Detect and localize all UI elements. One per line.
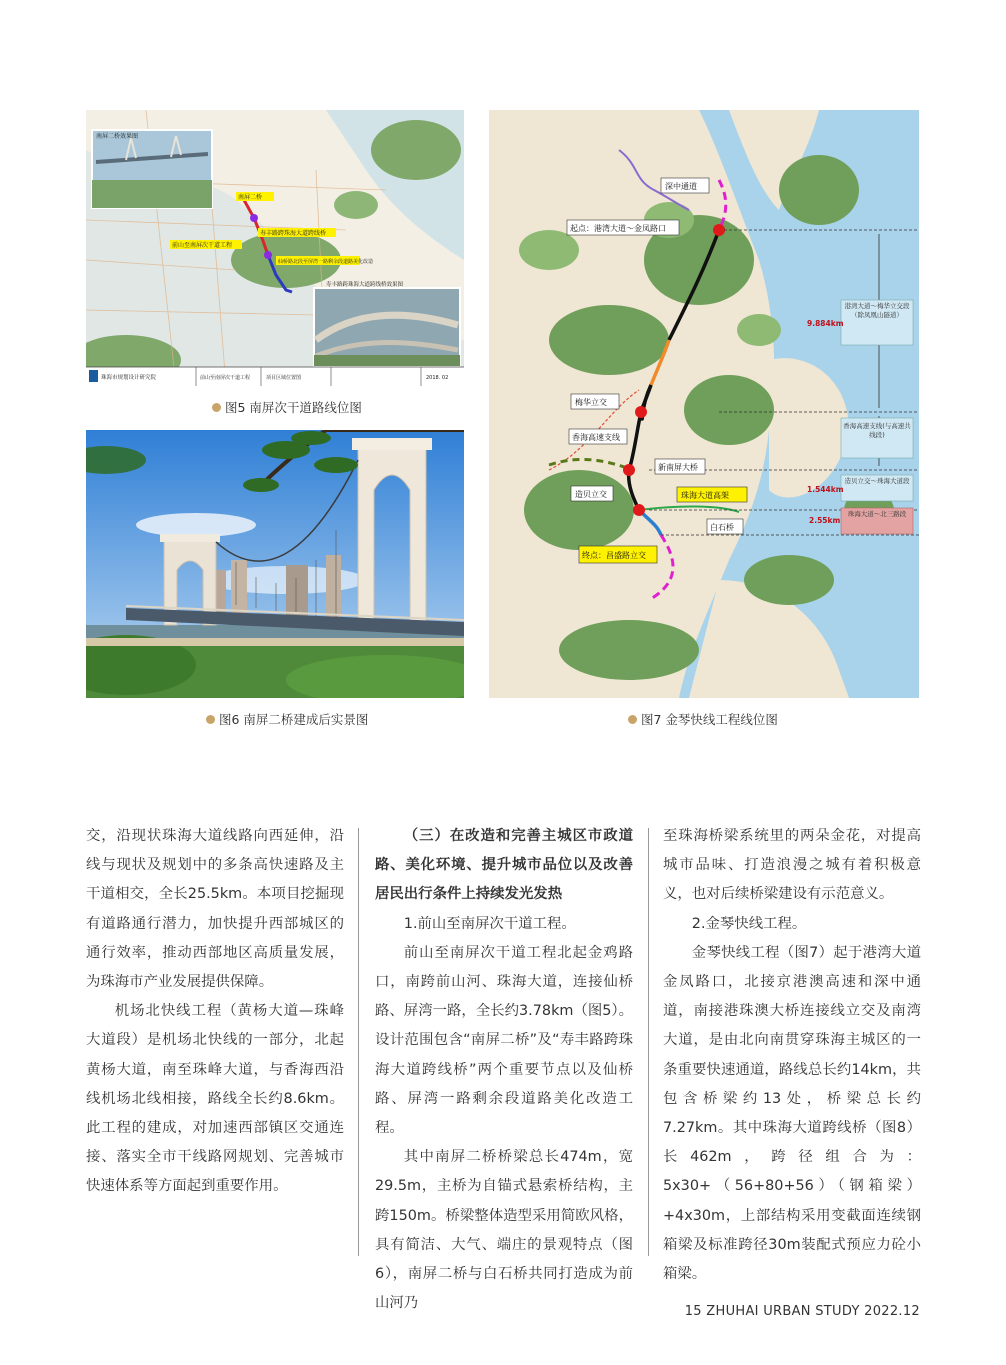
figure-5-caption	[212, 398, 362, 416]
fig5-label-c: 前山至南屏次干道工程	[172, 242, 233, 249]
figure-5-map	[86, 110, 464, 386]
col2-paragraph-1: 前山至南屏次干道工程北起金鸡路口，南跨前山河、珠海大道，连接仙桥路、屏湾一路，全长约3.78km（图5）。设计范围包含“南屏二桥”及“寿丰路跨珠海大道跨线桥”两个重要节点以及仙桥路、屏湾一路剩余段道路美化改造工程。	[375, 944, 633, 1137]
fig7-label-xinnanping: 新南屏大桥	[658, 463, 698, 472]
caption-bullet-icon	[212, 403, 221, 412]
fig5-inset-title: 南屏二桥效果图	[96, 133, 139, 140]
figure-6-caption	[206, 710, 368, 728]
fig5-inset2-title: 寿丰路跨珠海大道跨线桥效果图	[326, 282, 404, 288]
figure-6-photo	[86, 430, 464, 698]
fig7-seg1-desc: 港湾大道～梅华立交段（除凤凰山隧道）	[844, 302, 910, 319]
fig7-seg3-desc: 造贝立交～珠海大道段	[844, 477, 910, 485]
col2-subheading: 1.前山至南屏次干道工程。	[403, 915, 576, 932]
figure-7-caption	[628, 710, 778, 728]
fig7-seg2-desc: 香海高速支线(与高速共线段)	[843, 422, 911, 439]
fig5-footer-date: 2018. 02	[426, 375, 449, 381]
fig7-label-zhuhai-gaojia: 珠海大道高架	[681, 491, 729, 500]
fig7-label-meihua: 梅华立交	[575, 398, 607, 407]
fig7-seg1-length: 9.884km	[807, 319, 844, 328]
figure-7-caption-text: 图7 金琴快线工程线位图	[641, 712, 778, 727]
text-column-1	[86, 822, 344, 1202]
column-divider-1	[358, 828, 359, 1256]
bridge-photo	[86, 430, 464, 698]
fig7-seg3-length: 1.544km	[807, 485, 844, 494]
fig5-footer-project: 前山至南屏次干道工程	[200, 375, 251, 381]
col1-paragraph-2: 机场北快线工程（黄杨大道—珠峰大道段）是机场北快线的一部分，北起黄杨大道，南至珠峰大道，与香海西沿线机场北线相接，路线全长约8.6km。此工程的建成，对加速西部镇区交通连接、落实全市干线路网规划、完善城市快速体系等方面起到重要作用。	[86, 1003, 344, 1195]
col2-paragraph-2: 其中南屏二桥桥梁总长474m，宽29.5m，主桥为自锚式悬索桥结构，主跨150m。桥梁整体造型采用简欧风格，具有简洁、大气、端庄的景观特点（图6），南屏二桥与白石桥共同打造成为前山河乃	[375, 1149, 633, 1312]
figure-5-caption-text: 图5 南屏次干道路线位图	[225, 400, 362, 415]
fig7-label-shenzhong: 深中通道	[665, 182, 697, 191]
column-divider-2	[648, 828, 649, 1256]
fig5-footer-drawing: 项目区域位置图	[266, 375, 302, 381]
route-map-fig7	[489, 110, 919, 698]
fig7-seg4-length: 2.55km	[809, 516, 841, 525]
figure-6-caption-text: 图6 南屏二桥建成后实景图	[219, 712, 369, 727]
col2-section-heading: （三）在改造和完善主城区市政道路、美化环境、提升城市品位以及改善居民出行条件上持续发光发热	[375, 828, 633, 903]
fig7-label-start: 起点：港湾大道～金凤路口	[570, 224, 666, 233]
col3-paragraph-1: 至珠海桥梁系统里的两朵金花，对提高城市品味、打造浪漫之城有着积极意义，也对后续桥梁建设有示范意义。	[663, 828, 921, 903]
fig7-label-zaobei: 造贝立交	[575, 490, 607, 499]
col1-paragraph-1: 交，沿现状珠海大道线路向西延伸，沿线与现状及规划中的多条高快速路及主干道相交，全长25.5km。本项目挖掘现有道路通行潜力，加快提升西部城区的通行效率，推动西部地区高质量发展，为珠海市产业发展提供保障。	[86, 828, 344, 991]
fig5-label-a: 南屏二桥	[238, 194, 263, 201]
route-map-fig5	[86, 110, 464, 386]
fig5-label-d: 仙桥路北段至屏湾一路剩余段道路美化改造	[278, 259, 374, 265]
fig5-footer-org: 珠海市规划设计研究院	[101, 375, 157, 381]
col3-subheading: 2.金琴快线工程。	[691, 915, 807, 932]
figure-7-map	[489, 110, 919, 698]
fig5-label-b: 寿丰路跨珠海大道跨线桥	[260, 230, 327, 237]
fig7-seg4-desc: 珠海大道～北三路段	[847, 510, 907, 518]
caption-bullet-icon	[206, 715, 215, 724]
text-column-2	[375, 822, 633, 1318]
caption-bullet-icon	[628, 715, 637, 724]
col3-paragraph-2: 金琴快线工程（图7）起于港湾大道金凤路口，北接京港澳高速和深中通道，南接港珠澳大桥连接线立交及南湾大道，是由北向南贯穿珠海主城区的一条重要快速通道，路线总长约14km，共包含桥梁约13处，桥梁总长约7.27km。其中珠海大道跨线桥（图8）长462m，跨径组合为：5x30+（56+80+56）（钢箱梁）+4x30m，上部结构采用变截面连续钢箱梁及标准跨径30m装配式预应力砼小箱梁。	[663, 944, 921, 1283]
page-footer: 15 ZHUHAI URBAN STUDY 2022.12	[684, 1304, 920, 1319]
fig7-label-end: 终点：昌盛路立交	[582, 551, 646, 560]
fig7-label-baishi: 白石桥	[710, 523, 734, 532]
fig7-label-xianggang: 香海高速支线	[572, 433, 620, 442]
text-column-3	[663, 822, 921, 1289]
